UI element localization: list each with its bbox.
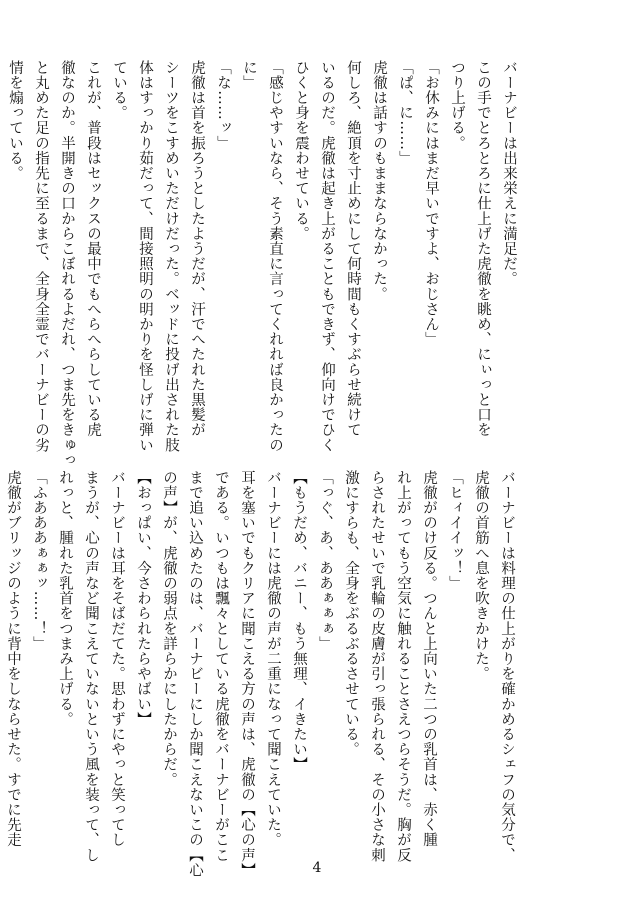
text-line: と丸めた足の指先に至るまで、全身全霊でバーナビーの劣 (33, 60, 49, 453)
text-line: 徹なのか。半開きの口からこぼれるよだれ、つま先をきゅっ (59, 60, 75, 468)
text-line: 「感じやすいなら、そう素直に言ってくれれば良かったの (267, 60, 283, 453)
text-line: に」 (241, 60, 257, 91)
text-line: 【おっぱい、今さわられたらやばい】 (135, 470, 151, 727)
text-line: 情を煽っている。 (7, 60, 23, 181)
text-line: つり上げる。 (449, 60, 465, 151)
text-line: 「ヒィイイッ！」 (447, 470, 463, 591)
text-line: 「お休みにはまだ早いですよ、おじさん」 (423, 60, 439, 347)
text-line: まで追い込めたのは、バーナビーにしか聞こえないこの【心 (187, 470, 203, 878)
page-number: 4 (312, 860, 322, 876)
text-line: バーナビーは出来栄えに満足だ。 (501, 60, 517, 287)
text-line: 【もうだめ、バニー、もう無理、イきたい】 (291, 470, 307, 772)
text-line: れ上がってもう空気に触れることさえつらそうだ。胸が反 (395, 470, 411, 863)
text-line: 激にすらも、全身をぶるぶるさせている。 (343, 470, 359, 757)
text-line: 虎徹の首筋へ息を吹きかけた。 (473, 470, 489, 682)
text-line: シーツをこすめいただけだった。ベッドに投げ出された肢 (163, 60, 179, 453)
text-line: 虎徹は首を振ろうとしたようだが、汗でへたれた黒髪が (189, 60, 205, 438)
text-line: これが、普段はセックスの最中でもへらへらしている虎 (85, 60, 101, 438)
text-line: この手でとろとろに仕上げた虎徹を眺め、にぃっと口を (475, 60, 491, 438)
text-line: 虎徹がのけ反る。つんと上向いた二つの乳首は、赤く腫 (421, 470, 437, 848)
text-line: 虎徹がブリッジのように背中をしならせた。すでに先走 (5, 470, 21, 848)
text-line: まうが、心の声など聞こえていないという風を装って、し (83, 470, 99, 863)
text-line: バーナビーは耳をそばだてた。思わずにやっと笑ってし (109, 470, 125, 848)
text-line: バーナビーは料理の仕上がりを確かめるシェフの気分で、 (499, 470, 515, 863)
text-line: 虎徹は話すのもままならなかった。 (371, 60, 387, 302)
text-line: の声】が、虎徹の弱点を詳らかにしたからだ。 (161, 470, 177, 788)
text-line: 体はすっかり茹だって、間接照明の明かりを怪しげに弾い (137, 60, 153, 453)
text-line: いるのだ。虎徹は起き上がることもできず、仰向けでひく (319, 60, 335, 453)
top-text-block (0, 60, 522, 468)
text-line: である。いつもは飄々としている虎徹をバーナビーがここ (213, 470, 229, 863)
text-line: 耳を塞いでもクリアに聞こえる方の声は、虎徹の【心の声】 (239, 470, 255, 878)
text-line: 「ぱ、に……」 (397, 60, 413, 166)
text-line: 何しろ、絶頂を寸止めにして何時間もくすぶらせ続けて (345, 60, 361, 438)
text-line: らされたせいで乳輪の皮膚が引っ張られる、その小さな刺 (369, 470, 385, 863)
bottom-text-block (0, 470, 520, 880)
text-line: ている。 (111, 60, 127, 121)
text-line (0, 60, 2, 460)
text-line: 「な……ッ」 (215, 60, 231, 151)
text-line: 「っぐ、あ、ああぁぁぁ」 (317, 470, 333, 652)
text-line: れっと、腫れた乳首をつまみ上げる。 (57, 470, 73, 727)
text-line: バーナビーには虎徹の声が二重になって聞こえていた。 (265, 470, 281, 848)
text-line: ひくと身を震わせている。 (293, 60, 309, 242)
text-line: 「ふあああぁぁッ……！」 (31, 470, 47, 652)
